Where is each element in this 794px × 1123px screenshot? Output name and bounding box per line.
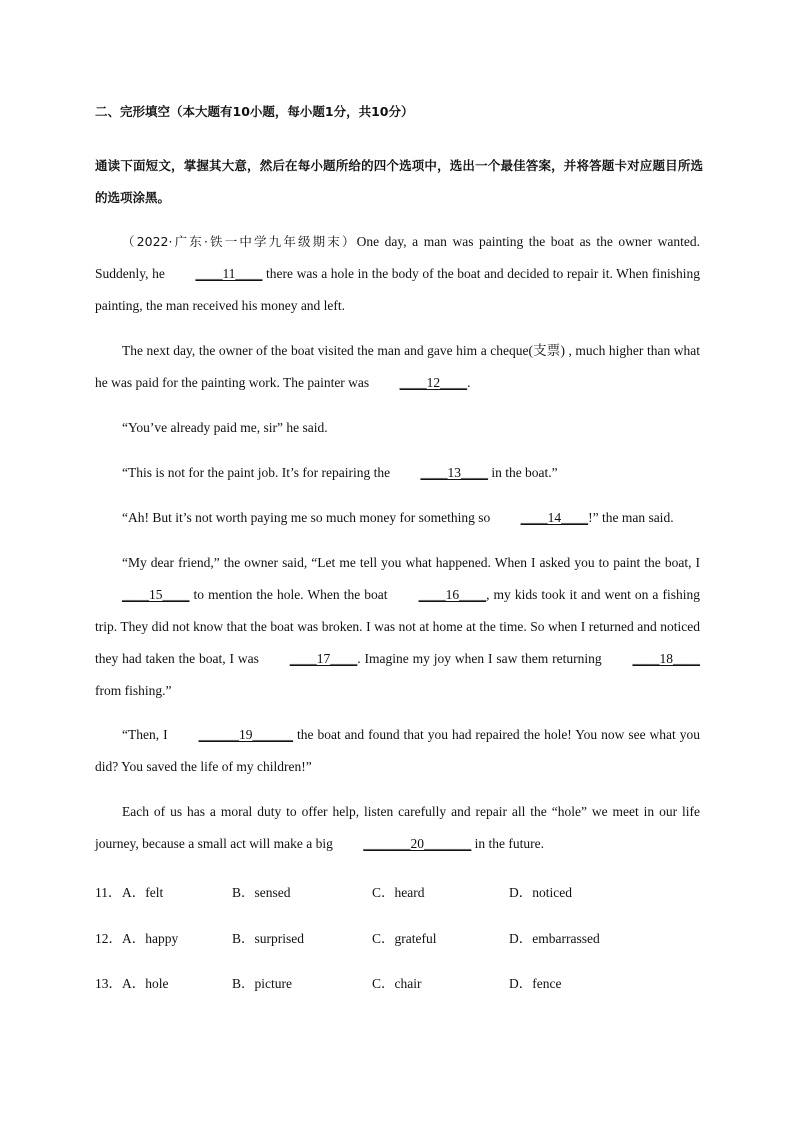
text: “Ah! But it’s not worth paying me so much money for something so [122, 510, 494, 525]
source-label: （2022·广东·铁一中学九年级期末） [122, 234, 357, 249]
text: !” the man said. [588, 510, 674, 525]
option-b[interactable]: B．surprised [232, 931, 304, 946]
paragraph-4 [95, 457, 700, 489]
option-d[interactable]: D．embarrassed [509, 931, 600, 946]
paragraph-2 [95, 335, 700, 399]
option-a[interactable]: A．felt [122, 885, 164, 900]
option-c[interactable]: C．chair [372, 976, 422, 991]
option-b[interactable]: B．picture [232, 976, 292, 991]
text: . [467, 375, 471, 390]
paragraph-5 [95, 502, 700, 534]
question-number: 13． [95, 976, 122, 991]
blank-11: ____11____ [195, 266, 263, 281]
paragraph-8 [95, 796, 700, 860]
question-13 [95, 972, 695, 992]
option-c[interactable]: C．heard [372, 885, 425, 900]
question-number: 12． [95, 931, 122, 946]
blank-13: ____13____ [420, 465, 488, 480]
paragraph-1 [95, 226, 700, 322]
blank-15: ____15____ [122, 587, 190, 602]
text: “Then, I [122, 727, 172, 742]
question-number: 11． [95, 885, 122, 900]
blank-14: ____14____ [520, 510, 589, 525]
text: “My dear friend,” the owner said, “Let me tell you what happened. When I asked you to paint the boat, I [122, 555, 700, 570]
question-12 [95, 927, 695, 947]
blank-18: ____18____ [632, 651, 700, 666]
option-d[interactable]: D．fence [509, 976, 562, 991]
paragraph-7 [95, 719, 700, 783]
blank-20: _______20_______ [363, 836, 472, 851]
option-b[interactable]: B．sensed [232, 885, 291, 900]
option-c[interactable]: C．grateful [372, 931, 437, 946]
blank-19: ______19______ [198, 727, 294, 742]
text: One day, a man was painting the boat as the owner wanted. Suddenly, he [95, 234, 700, 281]
question-11 [95, 881, 695, 901]
option-a[interactable]: A．hole [122, 976, 169, 991]
text: “This is not for the paint job. It’s for repairing the [122, 465, 394, 480]
text: the boat and found that you had repaired the hole! You now see what you did? You saved the life of my children!” [95, 727, 700, 774]
blank-12: ____12____ [399, 375, 468, 390]
blank-17: ____17____ [289, 651, 358, 666]
text: , my kids took it and went on a fishing trip. They did not know that the boat was broken. I was not at home at the time. So when I returned and noticed they had taken the boat, I was [95, 587, 700, 666]
text: to mention the hole. When the boat [189, 587, 392, 602]
text: “You’ve already paid me, sir” he said. [122, 420, 328, 435]
text: The next day, the owner of the boat visited the man and gave him a cheque(支票) , much higher than what he was paid for the painting work. The painter was [95, 343, 700, 390]
option-a[interactable]: A．happy [122, 931, 179, 946]
text: . Imagine my joy when I saw them returning [357, 651, 606, 666]
instruction-text: 通读下面短文，掌握其大意，然后在每小题所给的四个选项中，选出一个最佳答案，并将答题卡对应题目所选的选项涂黑。 [95, 158, 703, 205]
paragraph-3 [95, 412, 700, 444]
blank-16: ____16____ [418, 587, 487, 602]
text: from fishing.” [95, 683, 172, 698]
text: in the boat.” [487, 465, 558, 480]
text: in the future. [471, 836, 545, 851]
paragraph-6 [95, 547, 700, 707]
text: there was a hole in the body of the boat and decided to repair it. When finishing painting, the man received his money and left. [95, 266, 701, 313]
option-d[interactable]: D．noticed [509, 885, 572, 900]
text: Each of us has a moral duty to offer help, listen carefully and repair all the “hole” we meet in our life journey, because a small act will make a big [95, 804, 700, 851]
section-title: 二、完形填空（本大题有10小题，每小题1分，共10分） [95, 104, 414, 119]
